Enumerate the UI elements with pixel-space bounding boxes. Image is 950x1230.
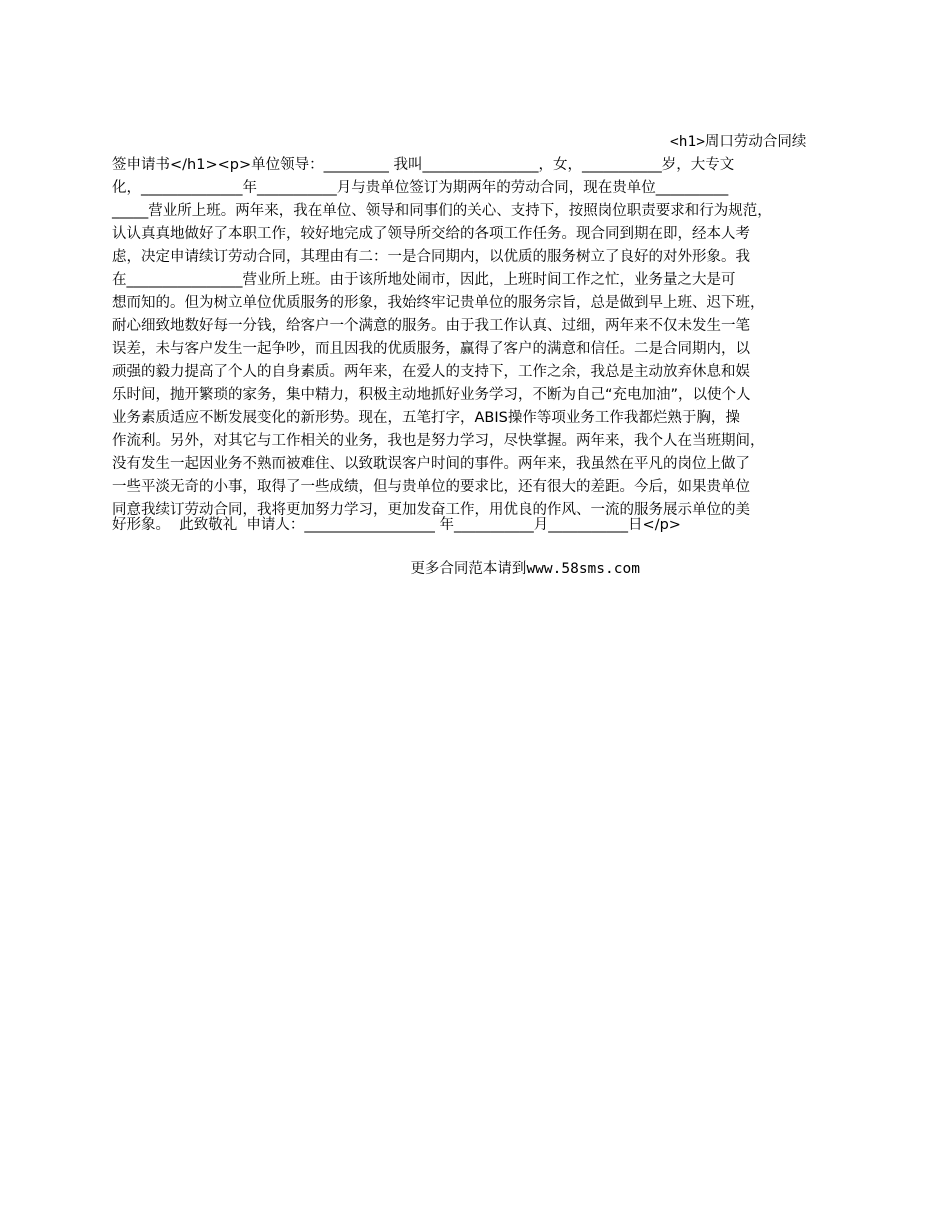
body-line-2: 签申请书</h1><p>单位领导：_________ 我叫________________，女，___________岁，大专文 xyxy=(112,157,735,173)
body-line-11: 顽强的毅力提高了个人的自身素质。两年来，在爱人的支持下，工作之余，我总是主动放弃休息和娱 xyxy=(112,364,750,380)
body-line-14: 作流利。另外，对其它与工作相关的业务，我也是努力学习，尽快掌握。两年来，我个人在当班期间， xyxy=(112,433,765,449)
body-line-17: 同意我续订劳动合同，我将更加努力学习，更加发奋工作，用优良的作风、一流的服务展示单位的美 xyxy=(112,502,750,518)
body-line-15: 没有发生一起因业务不熟而被难住、以致耽误客户时间的事件。两年来，我虽然在平凡的岗位上做了 xyxy=(112,456,750,472)
body-line-18: 好形象。 此致敬礼 申请人：__________________ 年___________月___________日</p> xyxy=(112,517,681,533)
footer-note xyxy=(392,535,640,604)
body-line-6: 虑，决定申请续订劳动合同，其理由有二：一是合同期内，以优质的服务树立了良好的对外形象。我 xyxy=(112,249,750,265)
body-line-10: 误差，未与客户发生一起争吵，而且因我的优质服务，赢得了客户的满意和信任。二是合同期内，以 xyxy=(112,341,750,357)
body-line-13: 业务素质适应不断发展变化的新形势。现在，五笔打字，ABIS操作等项业务工作我都烂熟于胸，操 xyxy=(112,410,740,426)
body-line-9: 耐心细致地数好每一分钱，给客户一个满意的服务。由于我工作认真、过细，两年来不仅未发生一笔 xyxy=(112,318,750,334)
footer-link[interactable]: www.58sms.com xyxy=(526,561,640,577)
body-line-8: 想而知的。但为树立单位优质服务的形象，我始终牢记贵单位的服务宗旨，总是做到早上班、迟下班， xyxy=(112,295,765,311)
body-line-12: 乐时间，抛开繁琐的家务，集中精力，积极主动地抓好业务学习，不断为自己“充电加油”，以使个人 xyxy=(112,387,751,403)
body-line-4: _____营业所上班。两年来，我在单位、领导和同事们的关心、支持下，按照岗位职责要求和行为规范， xyxy=(112,203,772,219)
footer-prefix: 更多合同范本请到 xyxy=(410,561,527,577)
body-line-7: 在________________营业所上班。由于该所地处闹市，因此，上班时间工作之忙，业务量之大是可 xyxy=(112,272,736,288)
body-line-5: 认认真真地做好了本职工作，较好地完成了领导所交给的各项工作任务。现合同到期在即，经本人考 xyxy=(112,226,750,242)
body-line-3: 化，______________年___________月与贵单位签订为期两年的劳动合同，现在贵单位__________ xyxy=(112,180,729,196)
body-line-1: <h1>周口劳动合同续 xyxy=(670,134,807,150)
body-line-16: 一些平淡无奇的小事，取得了一些成绩，但与贵单位的要求比，还有很大的差距。今后，如果贵单位 xyxy=(112,479,750,495)
